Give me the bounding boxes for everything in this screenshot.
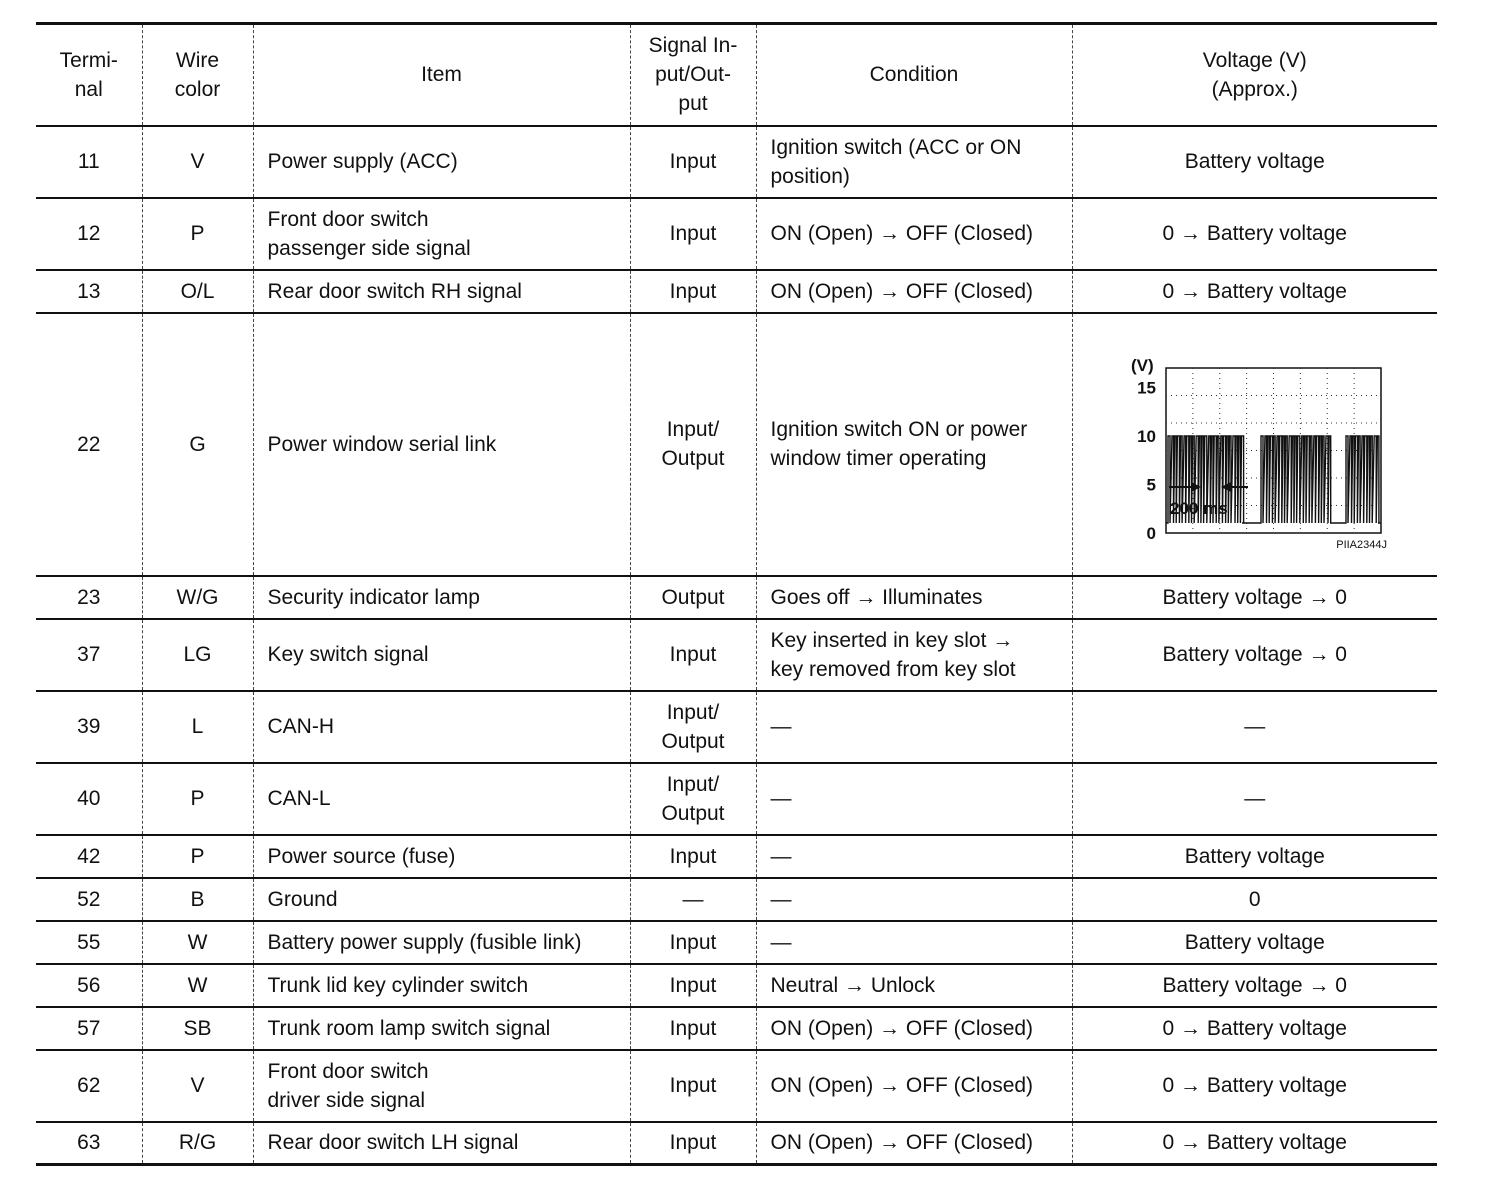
wire-color-cell: W <box>142 964 253 1007</box>
condition-cell: ON (Open) → OFF (Closed) <box>756 1050 1072 1122</box>
table-row <box>36 691 1437 763</box>
item-cell: Ground <box>253 878 630 921</box>
wire-color-cell: R/G <box>142 1122 253 1165</box>
voltage-cell: 0 → Battery voltage <box>1072 1050 1437 1122</box>
terminal-table <box>36 22 1437 1166</box>
item-cell: Rear door switch RH signal <box>253 270 630 313</box>
terminal-cell: 23 <box>36 576 142 619</box>
header-signal: Signal In- put/Out- put <box>630 24 756 126</box>
table-row <box>36 270 1437 313</box>
item-cell: Security indicator lamp <box>253 576 630 619</box>
signal-cell: Output <box>630 576 756 619</box>
table-row <box>36 619 1437 691</box>
header-wire-color: Wire color <box>142 24 253 126</box>
terminal-cell: 42 <box>36 835 142 878</box>
table-row <box>36 126 1437 198</box>
voltage-waveform-cell <box>1072 313 1437 576</box>
condition-cell: Neutral → Unlock <box>756 964 1072 1007</box>
table-row <box>36 964 1437 1007</box>
voltage-cell: 0 → Battery voltage <box>1072 1122 1437 1165</box>
signal-cell: Input/ Output <box>630 691 756 763</box>
table-row <box>36 763 1437 835</box>
terminal-cell: 37 <box>36 619 142 691</box>
signal-cell: — <box>630 878 756 921</box>
wire-color-cell: G <box>142 313 253 576</box>
voltage-cell: 0 → Battery voltage <box>1072 1007 1437 1050</box>
item-cell: Key switch signal <box>253 619 630 691</box>
header-item: Item <box>253 24 630 126</box>
wire-color-cell: LG <box>142 619 253 691</box>
header-row <box>36 24 1437 126</box>
item-cell: Front door switch driver side signal <box>253 1050 630 1122</box>
table-row <box>36 1050 1437 1122</box>
waveform-chart <box>1105 337 1405 552</box>
wire-color-cell: W/G <box>142 576 253 619</box>
waveform-y-tick: 15 <box>1136 377 1156 397</box>
waveform-time-arrowhead-left <box>1191 482 1201 492</box>
waveform-y-tick: 5 <box>1146 474 1156 494</box>
voltage-cell: 0 → Battery voltage <box>1072 198 1437 270</box>
item-cell: Power supply (ACC) <box>253 126 630 198</box>
item-cell: CAN-H <box>253 691 630 763</box>
voltage-cell: Battery voltage → 0 <box>1072 964 1437 1007</box>
signal-cell: Input <box>630 1050 756 1122</box>
item-cell: Power window serial link <box>253 313 630 576</box>
item-cell: CAN-L <box>253 763 630 835</box>
table-row <box>36 576 1437 619</box>
condition-cell: Key inserted in key slot → key removed from key slot <box>756 619 1072 691</box>
table-row <box>36 878 1437 921</box>
terminal-cell: 12 <box>36 198 142 270</box>
voltage-cell: Battery voltage → 0 <box>1072 576 1437 619</box>
wire-color-cell: SB <box>142 1007 253 1050</box>
wire-color-cell: W <box>142 921 253 964</box>
condition-cell: — <box>756 878 1072 921</box>
voltage-cell: Battery voltage <box>1072 921 1437 964</box>
signal-cell: Input <box>630 126 756 198</box>
waveform-figure <box>1105 337 1405 552</box>
voltage-cell: — <box>1072 691 1437 763</box>
item-cell: Battery power supply (fusible link) <box>253 921 630 964</box>
header-voltage: Voltage (V) (Approx.) <box>1072 24 1437 126</box>
condition-cell: ON (Open) → OFF (Closed) <box>756 1007 1072 1050</box>
waveform-y-tick: 0 <box>1146 523 1156 543</box>
table-row <box>36 313 1437 576</box>
terminal-cell: 63 <box>36 1122 142 1165</box>
table-row <box>36 1007 1437 1050</box>
header-condition: Condition <box>756 24 1072 126</box>
table-row <box>36 1122 1437 1165</box>
signal-cell: Input <box>630 1122 756 1165</box>
signal-cell: Input/ Output <box>630 763 756 835</box>
terminal-cell: 57 <box>36 1007 142 1050</box>
item-cell: Power source (fuse) <box>253 835 630 878</box>
waveform-unit-label: (V) <box>1130 355 1154 375</box>
voltage-cell: Battery voltage → 0 <box>1072 619 1437 691</box>
signal-cell: Input <box>630 198 756 270</box>
header-terminal: Termi- nal <box>36 24 142 126</box>
signal-cell: Input <box>630 964 756 1007</box>
signal-cell: Input <box>630 619 756 691</box>
condition-cell: ON (Open) → OFF (Closed) <box>756 198 1072 270</box>
item-cell: Trunk room lamp switch signal <box>253 1007 630 1050</box>
table-row <box>36 921 1437 964</box>
table-row <box>36 835 1437 878</box>
table-row <box>36 198 1437 270</box>
condition-cell: ON (Open) → OFF (Closed) <box>756 270 1072 313</box>
item-cell: Trunk lid key cylinder switch <box>253 964 630 1007</box>
condition-cell: Ignition switch ON or power window timer operating <box>756 313 1072 576</box>
wire-color-cell: L <box>142 691 253 763</box>
condition-cell: ON (Open) → OFF (Closed) <box>756 1122 1072 1165</box>
terminal-cell: 39 <box>36 691 142 763</box>
voltage-cell: Battery voltage <box>1072 835 1437 878</box>
condition-cell: — <box>756 763 1072 835</box>
terminal-cell: 22 <box>36 313 142 576</box>
signal-cell: Input/ Output <box>630 313 756 576</box>
terminal-cell: 55 <box>36 921 142 964</box>
signal-cell: Input <box>630 270 756 313</box>
condition-cell: — <box>756 691 1072 763</box>
terminal-cell: 56 <box>36 964 142 1007</box>
wire-color-cell: P <box>142 198 253 270</box>
condition-cell: — <box>756 921 1072 964</box>
signal-cell: Input <box>630 835 756 878</box>
wire-color-cell: P <box>142 835 253 878</box>
wire-color-cell: P <box>142 763 253 835</box>
voltage-cell: — <box>1072 763 1437 835</box>
signal-cell: Input <box>630 1007 756 1050</box>
item-cell: Front door switch passenger side signal <box>253 198 630 270</box>
wire-color-cell: V <box>142 126 253 198</box>
terminal-cell: 62 <box>36 1050 142 1122</box>
terminal-cell: 13 <box>36 270 142 313</box>
voltage-cell: 0 <box>1072 878 1437 921</box>
wire-color-cell: B <box>142 878 253 921</box>
waveform-y-tick: 10 <box>1136 426 1156 446</box>
voltage-cell: 0 → Battery voltage <box>1072 270 1437 313</box>
terminal-cell: 40 <box>36 763 142 835</box>
wire-color-cell: O/L <box>142 270 253 313</box>
waveform-time-label: 200 ms <box>1169 498 1228 518</box>
voltage-cell: Battery voltage <box>1072 126 1437 198</box>
condition-cell: Goes off → Illuminates <box>756 576 1072 619</box>
condition-cell: Ignition switch (ACC or ON position) <box>756 126 1072 198</box>
wire-color-cell: V <box>142 1050 253 1122</box>
figure-code: PIIA2344J <box>1335 538 1387 551</box>
terminal-cell: 11 <box>36 126 142 198</box>
item-cell: Rear door switch LH signal <box>253 1122 630 1165</box>
terminal-cell: 52 <box>36 878 142 921</box>
condition-cell: — <box>756 835 1072 878</box>
signal-cell: Input <box>630 921 756 964</box>
